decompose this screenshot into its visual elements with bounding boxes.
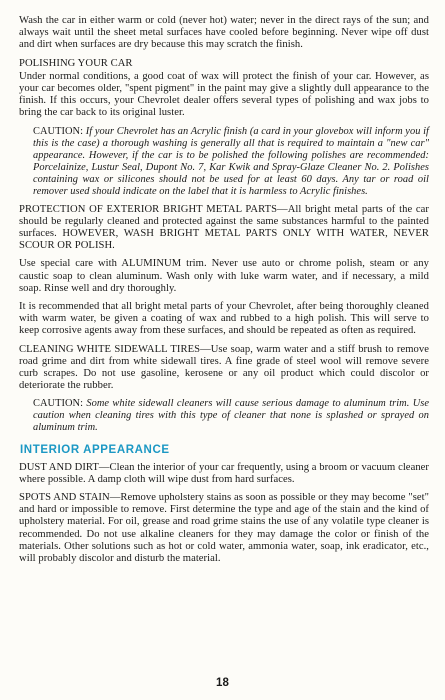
aluminum-paragraph: Use special care with ALUMINUM trim. Never use auto or chrome polish, steam or any caustic soap to clean aluminum. Wash only with luke warm water, and if necessary, a mild soap. Rinse well and dry thoroughly. [19, 258, 429, 294]
caution-text: If your Chevrolet has an Acrylic finish (a card in your glovebox will inform you if this is the case) a thorough washing is generally all that is required to maintain a "new car" appearance. However, if the car is to be polished the following polishes are recommended: Porcelainize, Lustur Seal, Dupont No. 7, Kar Kwik and Spray-Glaze Cleaner No. 2. Polishes containing wax or silicones should not be used for at least 60 days. Any tar or road oil remover used should indicate on the label that it is harmless to Acrylic finishes. [33, 125, 429, 197]
polishing-paragraph: Under normal conditions, a good coat of wax will protect the finish of your car. However, as your car becomes older, "spent pigment" in the paint may give a slightly dull appearance to the finish. If this occurs, your Chevrolet dealer offers several types of polishing and wax jobs to bring the car back to its original luster. [19, 70, 429, 119]
page-number: 18 [216, 677, 229, 689]
dust-dirt-paragraph: DUST AND DIRT—Clean the interior of your car frequently, using a broom or vacuum cleaner where possible. A damp cloth will wipe dust from hard surfaces. [19, 461, 429, 485]
whitewall-paragraph: CLEANING WHITE SIDEWALL TIRES—Use soap, warm water and a stiff brush to remove road grime and dirt from white sidewall tires. A fine grade of steel wool will remove severe curb scrapes. Do not use gasoline, kerosene or any oil product which could discolor or deteriorate the rubber. [19, 343, 429, 392]
wax-recommendation-paragraph: It is recommended that all bright metal parts of your Chevrolet, after being thoroughly cleaned with warm water, be given a coating of wax and rubbed to a high polish. This will serve to keep corrosive agents away from these surfaces, and should be repeated as often as required. [19, 301, 429, 337]
polishing-heading: POLISHING YOUR CAR [19, 57, 133, 69]
acrylic-caution [19, 126, 429, 198]
washing-paragraph: Wash the car in either warm or cold (never hot) water; never in the direct rays of the sun; and always wait until the sheet metal surfaces have cooled before beginning. Never wipe off dust and dirt when surfaces are dry because this may scratch the finish. [19, 15, 429, 51]
caution-label: CAUTION: [33, 398, 84, 410]
bright-metal-paragraph: PROTECTION OF EXTERIOR BRIGHT METAL PARTS—All bright metal parts of the car should be regularly cleaned and protected against the same substances harmful to the painted surfaces. HOWEVER, WASH BRIGHT METAL PARTS ONLY WITH WATER, NEVER SCOUR OR POLISH. [19, 203, 429, 252]
spots-stain-paragraph: SPOTS AND STAIN—Remove upholstery stains as soon as possible or they may become "set" and hard or impossible to remove. First determine the type and age of the stain and the kind of upholstery material. For oil, grease and road grime stains the use of any volatile type cleaner is recommended. Do not use alkaline cleaners for they may damage the color or finish of the materials. Other solutions such as hot or cold water, ammonia water, soap, ink eradicator, etc., will probably discolor and disturb the material. [19, 492, 429, 565]
caution-text: Some white sidewall cleaners will cause serious damage to aluminum trim. Use caution when cleaning tires with this type of cleaner that none is splashed or sprayed on aluminum trim. [33, 398, 429, 434]
caution-label: CAUTION: [33, 125, 84, 137]
interior-appearance-heading: INTERIOR APPEARANCE [20, 444, 170, 457]
whitewall-caution [19, 398, 429, 434]
